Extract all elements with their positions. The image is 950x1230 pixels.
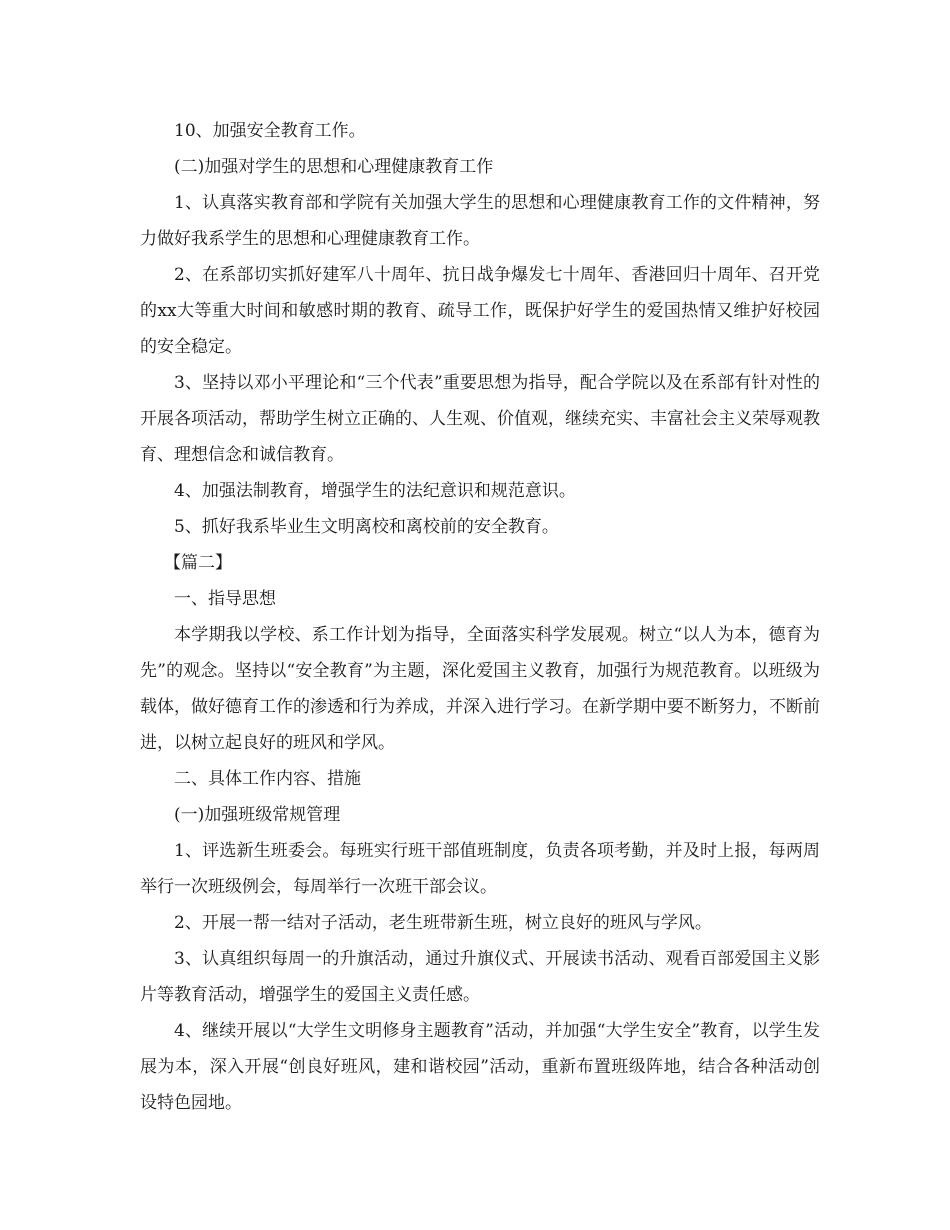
paragraph-item-3: 3、坚持以邓小平理论和“三个代表”重要思想为指导，配合学院以及在系部有针对性的开展各项活动，帮助学生树立正确的、人生观、价值观，继续充实、丰富社会主义荣辱观教育、理想信念和诚信教育。 [140,373,820,465]
paragraph-item-10: 10、加强安全教育工作。 [174,121,366,141]
paragraph-item-4: 4、加强法制教育，增强学生的法纪意识和规范意识。 [174,481,576,501]
part-heading: 【篇二】 [164,553,232,573]
paragraph-guiding-thought: 本学期我以学校、系工作计划为指导，全面落实科学发展观。树立“以人为本，德育为先”的观念。坚持以“安全教育”为主题，深化爱国主义教育，加强行为规范教育。以班级为载体，做好德育工作的渗透和行为养成，并深入进行学习。在新学期中要不断努力，不断前进，以树立起良好的班风和学风。 [140,625,820,753]
section-heading-guiding-thought: 一、指导思想 [174,589,276,609]
section-heading-work-content: 二、具体工作内容、措施 [174,769,361,789]
subsection-heading-class-management: (一)加强班级常规管理 [174,805,341,825]
section-heading-thought-health: (二)加强对学生的思想和心理健康教育工作 [174,157,494,177]
paragraph-measure-1: 1、评选新生班委会。每班实行班干部值班制度，负责各项考勤，并及时上报，每两周举行一次班级例会，每周举行一次班干部会议。 [140,841,820,897]
paragraph-measure-2: 2、开展一帮一结对子活动，老生班带新生班，树立良好的班风与学风。 [174,913,712,933]
paragraph-item-1: 1、认真落实教育部和学院有关加强大学生的思想和心理健康教育工作的文件精神，努力做好我系学生的思想和心理健康教育工作。 [140,193,820,249]
paragraph-item-2: 2、在系部切实抓好建军八十周年、抗日战争爆发七十周年、香港回归十周年、召开党的xx大等重大时间和敏感时期的教育、疏导工作，既保护好学生的爱国热情又维护好校园的安全稳定。 [140,265,820,357]
document-body [140,113,820,1121]
paragraph-measure-4: 4、继续开展以“大学生文明修身主题教育”活动，并加强“大学生安全”教育，以学生发展为本，深入开展“创良好班风，建和谐校园”活动，重新布置班级阵地，结合各种活动创设特色园地。 [140,1021,820,1113]
paragraph-item-5: 5、抓好我系毕业生文明离校和离校前的安全教育。 [174,517,559,537]
paragraph-measure-3: 3、认真组织每周一的升旗活动，通过升旗仪式、开展读书活动、观看百部爱国主义影片等教育活动，增强学生的爱国主义责任感。 [140,949,820,1005]
